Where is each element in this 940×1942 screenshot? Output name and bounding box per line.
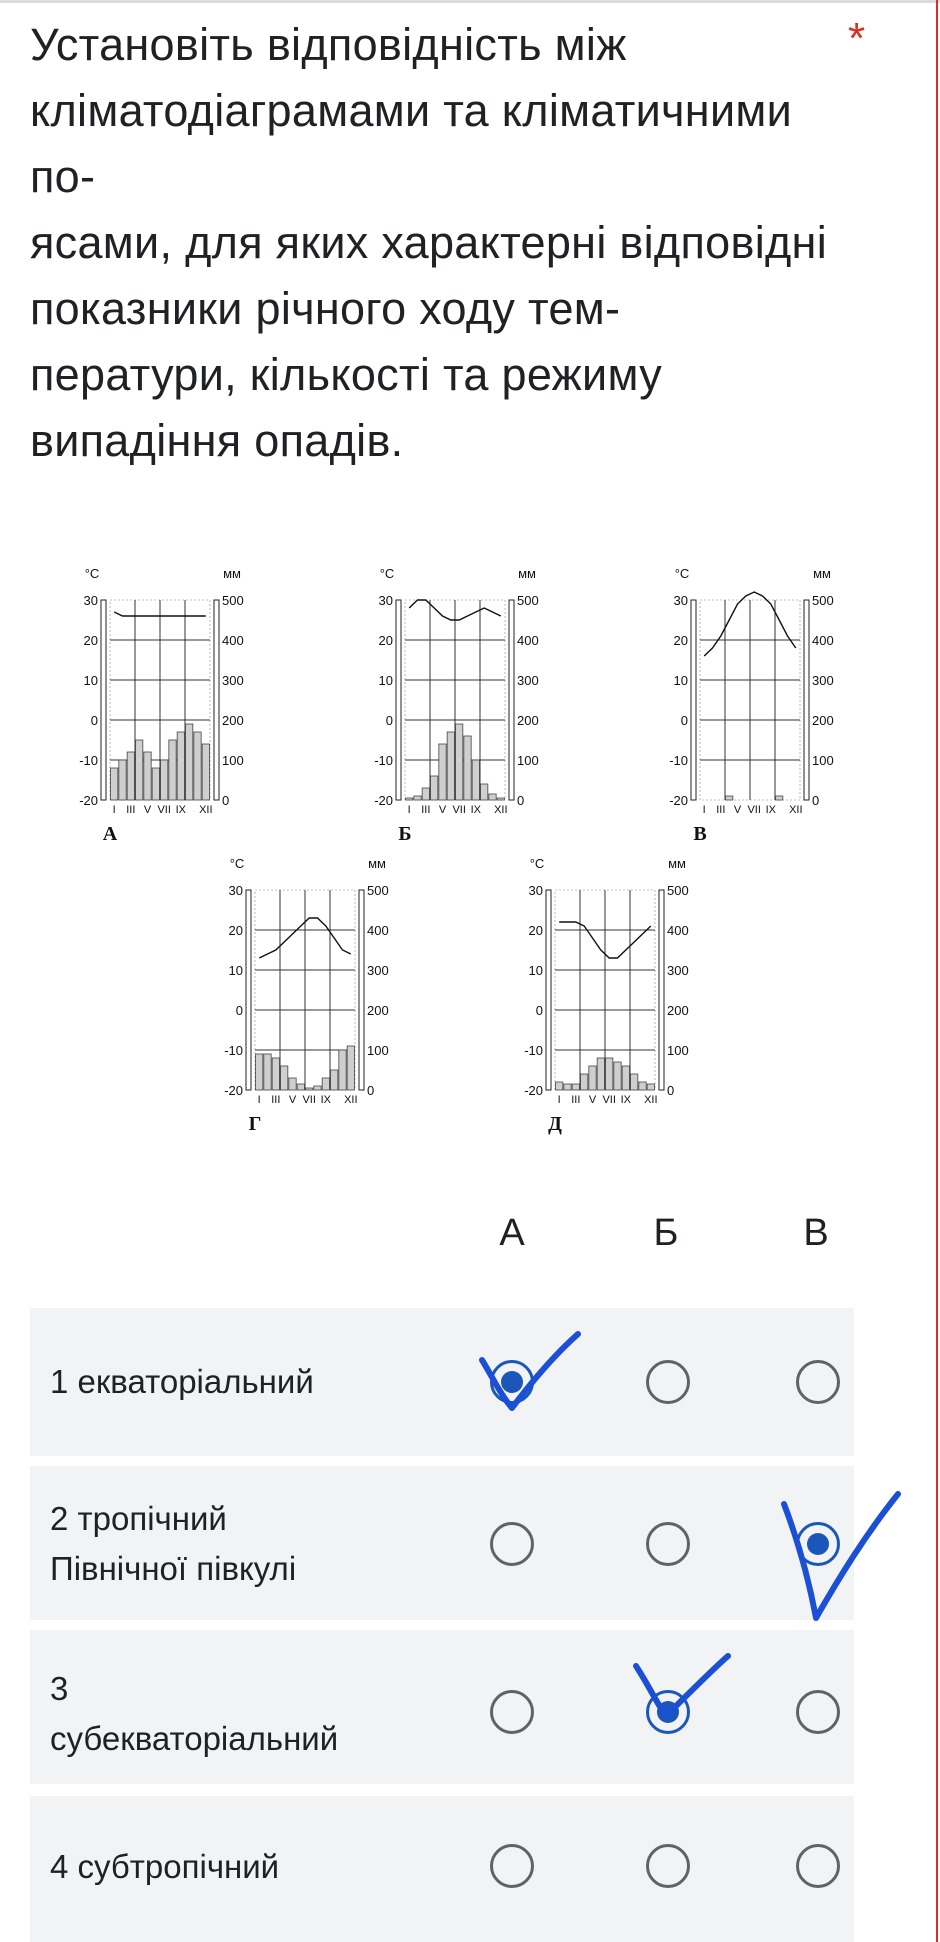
radio-row3-a[interactable] [490, 1690, 534, 1734]
precipitation-bar [726, 796, 733, 800]
question-line: ператури, кількості та режиму [30, 349, 663, 400]
question-line: показники річного ходу тем- [30, 283, 621, 334]
month-tick-label: IX [470, 804, 482, 816]
precipitation-bar [177, 732, 184, 800]
row-label [50, 1664, 338, 1764]
month-tick-label: III [271, 1094, 281, 1106]
temp-tick-label: -10 [374, 753, 393, 768]
precipitation-bar [614, 1062, 621, 1090]
radio-row4-a[interactable] [490, 1844, 534, 1888]
precipitation-bar [186, 724, 193, 800]
climate-diagrams-figure [0, 540, 940, 1160]
precipitation-bar [119, 760, 126, 800]
month-tick-label: I [702, 804, 706, 816]
temp-tick-label: 20 [228, 923, 243, 938]
precipitation-bar [256, 1054, 263, 1090]
temp-tick-label: 30 [528, 883, 543, 898]
diagram-letter: Д [548, 1113, 562, 1135]
temp-tick-label: 20 [528, 923, 543, 938]
precipitation-bar [456, 724, 463, 800]
precip-tick-label: 300 [812, 673, 834, 688]
temp-unit-label: °C [529, 856, 545, 871]
month-tick-label: III [421, 804, 431, 816]
row-label-line: 3 [50, 1670, 69, 1707]
temp-tick-label: -20 [79, 793, 98, 808]
precipitation-bar [564, 1084, 571, 1090]
column-header-b: Б [653, 1212, 679, 1254]
temp-axis-ruler [691, 600, 696, 800]
temp-tick-label: 10 [378, 673, 393, 688]
month-tick-label: XII [199, 804, 213, 816]
precipitation-bar [306, 1088, 313, 1090]
precip-unit-label: мм [223, 566, 241, 581]
temp-tick-label: -10 [524, 1043, 543, 1058]
temp-tick-label: -10 [669, 753, 688, 768]
month-tick-label: VII [452, 804, 466, 816]
month-tick-label: VII [157, 804, 171, 816]
precipitation-bar [331, 1070, 338, 1090]
precip-tick-label: 300 [222, 673, 244, 688]
precipitation-bar [472, 760, 479, 800]
temp-axis-ruler [396, 600, 401, 800]
radio-row3-c[interactable] [796, 1690, 840, 1734]
radio-row3-b[interactable] [646, 1690, 690, 1734]
precip-tick-label: 0 [812, 793, 820, 808]
temp-tick-label: 30 [673, 593, 688, 608]
diagram-letter: Г [248, 1113, 262, 1135]
precip-axis-ruler [214, 600, 219, 800]
temp-tick-label: 20 [378, 633, 393, 648]
question-line: ясами, для яких характерні відповідні [30, 217, 827, 268]
precipitation-bar [447, 732, 454, 800]
precipitation-bar [127, 752, 134, 800]
precip-tick-label: 100 [812, 753, 834, 768]
diagram-letter: Б [398, 823, 412, 845]
top-border [0, 0, 940, 3]
row-label-line: Північної півкулі [50, 1550, 297, 1587]
precip-tick-label: 400 [517, 633, 539, 648]
month-tick-label: XII [494, 804, 508, 816]
precip-tick-label: 300 [517, 673, 539, 688]
question-line: кліматодіаграмами та кліматичними [30, 85, 793, 136]
precip-tick-label: 500 [367, 883, 389, 898]
precipitation-bar [647, 1084, 654, 1090]
month-tick-label: I [557, 1094, 561, 1106]
precip-axis-ruler [659, 890, 664, 1090]
precipitation-bar [347, 1046, 354, 1090]
precipitation-bar [281, 1066, 288, 1090]
month-tick-label: I [257, 1094, 261, 1106]
temp-unit-label: °C [674, 566, 690, 581]
precipitation-bar [439, 744, 446, 800]
temp-tick-label: 30 [378, 593, 393, 608]
precip-tick-label: 200 [222, 713, 244, 728]
precipitation-bar [464, 736, 471, 800]
precipitation-bar [414, 796, 421, 800]
radio-row4-c[interactable] [796, 1844, 840, 1888]
precip-tick-label: 300 [367, 963, 389, 978]
precip-tick-label: 500 [812, 593, 834, 608]
precipitation-bar [169, 740, 176, 800]
precipitation-bar [111, 768, 118, 800]
precipitation-bar [597, 1058, 604, 1090]
grid-row-3 [30, 1630, 854, 1784]
month-tick-label: VII [602, 1094, 616, 1106]
row-label-line: 2 тропічний [50, 1500, 227, 1537]
precip-tick-label: 400 [367, 923, 389, 938]
required-asterisk: * [848, 14, 866, 63]
precip-tick-label: 200 [667, 1003, 689, 1018]
precip-tick-label: 400 [667, 923, 689, 938]
temp-tick-label: 0 [535, 1003, 543, 1018]
temp-tick-label: -20 [374, 793, 393, 808]
precipitation-bar [589, 1066, 596, 1090]
grid-row-1 [30, 1308, 854, 1456]
month-tick-label: XII [344, 1094, 358, 1106]
precipitation-bar [581, 1074, 588, 1090]
precip-tick-label: 100 [517, 753, 539, 768]
precip-tick-label: 200 [812, 713, 834, 728]
precipitation-bar [297, 1084, 304, 1090]
temp-tick-label: -20 [669, 793, 688, 808]
precip-tick-label: 200 [517, 713, 539, 728]
precip-tick-label: 0 [667, 1083, 675, 1098]
precipitation-bar [161, 760, 168, 800]
month-tick-label: III [716, 804, 726, 816]
precip-tick-label: 100 [222, 753, 244, 768]
precip-tick-label: 100 [667, 1043, 689, 1058]
temp-tick-label: 0 [235, 1003, 243, 1018]
precip-axis-ruler [359, 890, 364, 1090]
radio-row2-b[interactable] [646, 1522, 690, 1566]
precipitation-bar [202, 744, 209, 800]
precip-unit-label: мм [368, 856, 386, 871]
precip-tick-label: 300 [667, 963, 689, 978]
month-tick-label: IX [620, 1094, 632, 1106]
radio-row1-b[interactable] [646, 1360, 690, 1404]
temp-unit-label: °C [84, 566, 100, 581]
precip-tick-label: 500 [222, 593, 244, 608]
precip-tick-label: 100 [367, 1043, 389, 1058]
radio-row2-c[interactable] [796, 1522, 840, 1566]
precipitation-bar [422, 788, 429, 800]
precipitation-bar [606, 1058, 613, 1090]
month-tick-label: VII [302, 1094, 316, 1106]
precip-unit-label: мм [518, 566, 536, 581]
month-tick-label: I [112, 804, 116, 816]
precipitation-bar [264, 1054, 271, 1090]
radio-row2-a[interactable] [490, 1522, 534, 1566]
temp-tick-label: 10 [673, 673, 688, 688]
question-line: Установіть відповідність між [30, 19, 627, 70]
precipitation-bar [631, 1074, 638, 1090]
precip-tick-label: 200 [367, 1003, 389, 1018]
temp-tick-label: 20 [673, 633, 688, 648]
temp-axis-ruler [101, 600, 106, 800]
precipitation-bar [497, 798, 504, 800]
precip-tick-label: 400 [222, 633, 244, 648]
month-tick-label: I [407, 804, 411, 816]
column-header-c: В [803, 1212, 829, 1254]
temp-tick-label: 20 [83, 633, 98, 648]
precipitation-bar [639, 1082, 646, 1090]
precipitation-bar [272, 1058, 279, 1090]
row-label-line: 4 субтропічний [50, 1848, 280, 1885]
month-tick-label: XII [644, 1094, 658, 1106]
precipitation-bar [136, 740, 143, 800]
precip-tick-label: 0 [517, 793, 525, 808]
row-label-line: субекваторіальний [50, 1720, 339, 1757]
precip-tick-label: 400 [812, 633, 834, 648]
month-tick-label: III [571, 1094, 581, 1106]
climate-diagrams-image [0, 540, 940, 1160]
precip-axis-ruler [804, 600, 809, 800]
precip-tick-label: 500 [667, 883, 689, 898]
precipitation-bar [622, 1066, 629, 1090]
temp-tick-label: -20 [224, 1083, 243, 1098]
precipitation-bar [322, 1078, 329, 1090]
temp-tick-label: 0 [680, 713, 688, 728]
month-tick-label: IX [320, 1094, 332, 1106]
temp-axis-ruler [246, 890, 251, 1090]
month-tick-label: IX [765, 804, 777, 816]
temp-tick-label: 0 [90, 713, 98, 728]
row-label [50, 1842, 279, 1892]
temp-tick-label: 0 [385, 713, 393, 728]
precipitation-bar [489, 794, 496, 800]
row-label [50, 1357, 314, 1407]
precipitation-bar [556, 1082, 563, 1090]
radio-row1-a[interactable] [490, 1360, 534, 1404]
precipitation-bar [431, 776, 438, 800]
precip-unit-label: мм [813, 566, 831, 581]
month-tick-label: V [588, 1094, 597, 1106]
precipitation-bar [289, 1078, 296, 1090]
precipitation-bar [406, 798, 413, 800]
precipitation-bar [572, 1084, 579, 1090]
temp-unit-label: °C [229, 856, 245, 871]
radio-row1-c[interactable] [796, 1360, 840, 1404]
temp-axis-ruler [546, 890, 551, 1090]
question-line: випадіння опадів. [30, 415, 404, 466]
precipitation-bar [481, 784, 488, 800]
precipitation-bar [776, 796, 783, 800]
precip-axis-ruler [509, 600, 514, 800]
month-tick-label: III [126, 804, 136, 816]
diagram-letter: В [693, 823, 707, 845]
precip-tick-label: 500 [517, 593, 539, 608]
precipitation-bar [152, 768, 159, 800]
precip-unit-label: мм [668, 856, 686, 871]
temp-tick-label: 30 [228, 883, 243, 898]
month-tick-label: V [733, 804, 742, 816]
month-tick-label: V [438, 804, 447, 816]
question-line: по- [30, 151, 96, 202]
temp-unit-label: °C [379, 566, 395, 581]
temp-tick-label: -20 [524, 1083, 543, 1098]
precipitation-bar [314, 1086, 321, 1090]
row-label-line: 1 екваторіальний [50, 1363, 314, 1400]
month-tick-label: XII [789, 804, 803, 816]
precipitation-bar [194, 732, 201, 800]
temp-tick-label: -10 [224, 1043, 243, 1058]
precipitation-bar [144, 752, 151, 800]
row-label [50, 1494, 296, 1594]
column-header-a: А [499, 1212, 525, 1254]
temp-tick-label: 10 [528, 963, 543, 978]
grid-row-4 [30, 1796, 854, 1942]
month-tick-label: VII [747, 804, 761, 816]
month-tick-label: IX [175, 804, 187, 816]
temp-tick-label: 10 [83, 673, 98, 688]
month-tick-label: V [288, 1094, 297, 1106]
temp-tick-label: -10 [79, 753, 98, 768]
precip-tick-label: 0 [367, 1083, 375, 1098]
month-tick-label: V [143, 804, 152, 816]
question-text [30, 12, 830, 474]
precipitation-bar [339, 1050, 346, 1090]
temp-tick-label: 30 [83, 593, 98, 608]
temp-tick-label: 10 [228, 963, 243, 978]
diagram-letter: А [102, 823, 118, 845]
radio-row4-b[interactable] [646, 1844, 690, 1888]
precip-tick-label: 0 [222, 793, 230, 808]
grid-row-2 [30, 1466, 854, 1620]
